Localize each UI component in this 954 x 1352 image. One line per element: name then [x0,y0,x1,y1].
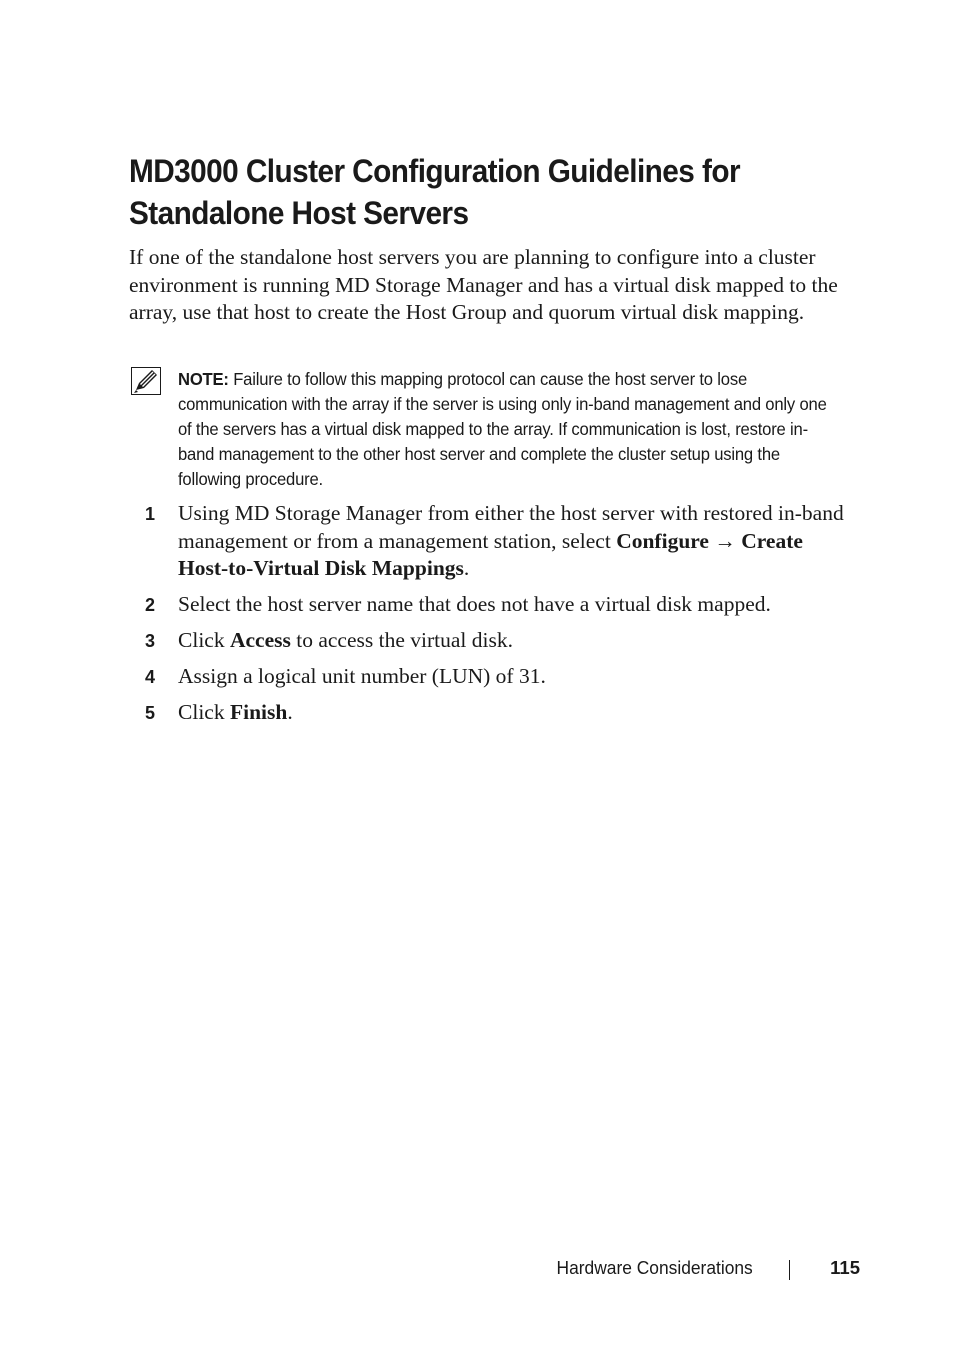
note-body: Failure to follow this mapping protocol can cause the host server to lose communication with the array if the server is using only in-band management and only one of the servers has a virtual disk mapped to the array. If communication is lost, restore in-band management to the other host server and complete the cluster setup using the following procedure. [178,369,827,489]
step-number: 3 [145,631,156,651]
step-button-name: Finish [229,700,288,724]
step-text: Click [178,700,230,724]
procedure-step [0,699,850,727]
procedure-steps [0,500,954,735]
step-text-end: . [463,556,470,580]
step-text-end: to access the virtual disk. [290,628,513,652]
step-number: 5 [145,703,156,723]
note-text-block [178,367,834,492]
step-text-end: . [287,700,293,724]
page-number: 115 [830,1257,860,1278]
procedure-step [0,500,850,583]
step-text: Using MD Storage Manager from either the host server with restored in-band management or from a management station, select [178,501,844,553]
procedure-step [0,591,850,619]
pencil-note-icon [131,367,161,395]
step-text: Select the host server name that does not have a virtual disk mapped. [178,592,771,616]
step-menu-path: Configure → Create Host-to-Virtual Disk Mappings [178,528,803,580]
page-footer [0,1254,954,1284]
step-button-name: Access [229,628,291,652]
step-text: Assign a logical unit number (LUN) of 31. [178,664,546,688]
procedure-step [0,663,850,691]
step-number: 1 [145,504,156,524]
page-title: MD3000 Cluster Configuration Guidelines for Standalone Host Servers [129,153,740,231]
step-text: Click [178,628,230,652]
procedure-step [0,627,850,655]
footer-divider [789,1260,790,1280]
footer-section-title: Hardware Considerations [556,1257,753,1278]
note-label: NOTE: [178,369,229,389]
intro-paragraph: If one of the standalone host servers you are planning to configure into a cluster environment is running MD Storage Manager and has a virtual disk mapped to the array, use that host to create the Host Group and quorum virtual disk mapping. [129,245,838,324]
step-number: 4 [145,667,156,687]
step-number: 2 [145,595,156,615]
